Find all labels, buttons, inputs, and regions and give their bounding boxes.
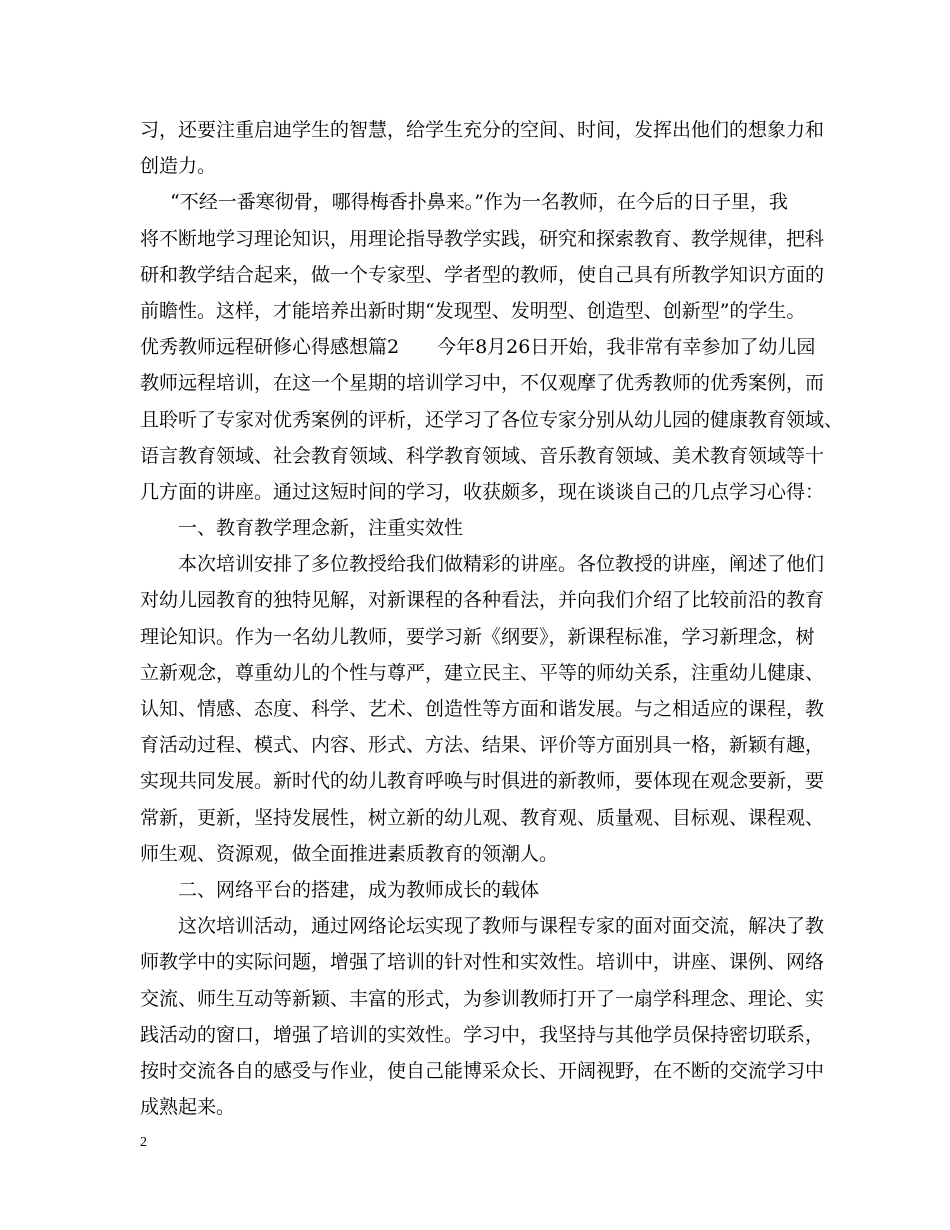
text-line: 前瞻性。这样，才能培养出新时期“发现型、发明型、创造型、创新型”的学生。 <box>140 299 806 322</box>
text-line: 创造力。 <box>140 155 217 178</box>
section-heading: 二、网络平台的搭建，成为教师成长的载体 <box>178 878 540 901</box>
text-line: “不经一番寒彻骨，哪得梅香扑鼻来。”作为一名教师，在今后的日子里，我 <box>170 191 788 214</box>
text-line: 本次培训安排了多位教授给我们做精彩的讲座。各位教授的讲座，阐述了他们 <box>178 553 825 576</box>
text-line: 立新观念，尊重幼儿的个性与尊严，建立民主、平等的师幼关系，注重幼儿健康、 <box>140 661 825 684</box>
text-line: 践活动的窗口，增强了培训的实效性。学习中，我坚持与其他学员保持密切联系， <box>140 1023 825 1046</box>
text-line: 语言教育领域、社会教育领域、科学教育领域、音乐教育领域、美术教育领域等十 <box>140 444 825 467</box>
text-line: 优秀教师远程研修心得感想篇2 今年8月26日开始，我非常有幸参加了幼儿园 <box>140 336 816 359</box>
text-line: 对幼儿园教育的独特见解，对新课程的各种看法，并向我们介绍了比较前沿的教育 <box>140 589 825 612</box>
text-line: 将不断地学习理论知识，用理论指导教学实践，研究和探索教育、教学规律，把科 <box>140 227 825 250</box>
text-line: 研和教学结合起来，做一个专家型、学者型的教师，使自己具有所教学知识方面的 <box>140 263 825 286</box>
text-line: 成熟起来。 <box>140 1096 236 1119</box>
text-line: 师生观、资源观，做全面推进素质教育的领潮人。 <box>140 842 559 865</box>
text-line: 认知、情感、态度、科学、艺术、创造性等方面和谐发展。与之相适应的课程，教 <box>140 698 825 720</box>
text-line: 几方面的讲座。通过这短时间的学习，收获颇多，现在谈谈自己的几点学习心得： <box>140 480 825 503</box>
text-line: 实现共同发展。新时代的幼儿教育呼唤与时俱进的新教师，要体现在观念要新，要 <box>140 770 825 793</box>
text-line: 交流、师生互动等新颖、丰富的形式，为参训教师打开了一扇学科理念、理论、实 <box>140 987 825 1010</box>
body-text <box>140 112 844 1125</box>
text-line: 师教学中的实际问题，增强了培训的针对性和实效性。培训中，讲座、课例、网络 <box>140 951 825 974</box>
text-line: 按时交流各自的感受与作业，使自己能博采众长、开阔视野，在不断的交流学习中 <box>140 1059 825 1082</box>
text-line: 习，还要注重启迪学生的智慧，给学生充分的空间、时间，发挥出他们的想象力和 <box>140 119 825 141</box>
text-line: 教师远程培训，在这一个星期的培训学习中，不仅观摩了优秀教师的优秀案例，而 <box>140 372 825 395</box>
text-line: 育活动过程、模式、内容、形式、方法、结果、评价等方面别具一格，新颖有趣， <box>140 734 825 757</box>
page-number: 2 <box>140 1135 147 1150</box>
text-line: 常新，更新，坚持发展性，树立新的幼儿观、教育观、质量观、目标观、课程观、 <box>140 806 825 829</box>
text-line: 且聆听了专家对优秀案例的评析，还学习了各位专家分别从幼儿园的健康教育领域、 <box>140 408 844 431</box>
text-line: 这次培训活动，通过网络论坛实现了教师与课程专家的面对面交流，解决了教 <box>178 915 825 938</box>
text-line: 理论知识。作为一名幼儿教师，要学习新《纲要》，新课程标准，学习新理念，树 <box>140 625 815 648</box>
section-heading: 一、教育教学理念新，注重实效性 <box>178 517 464 540</box>
